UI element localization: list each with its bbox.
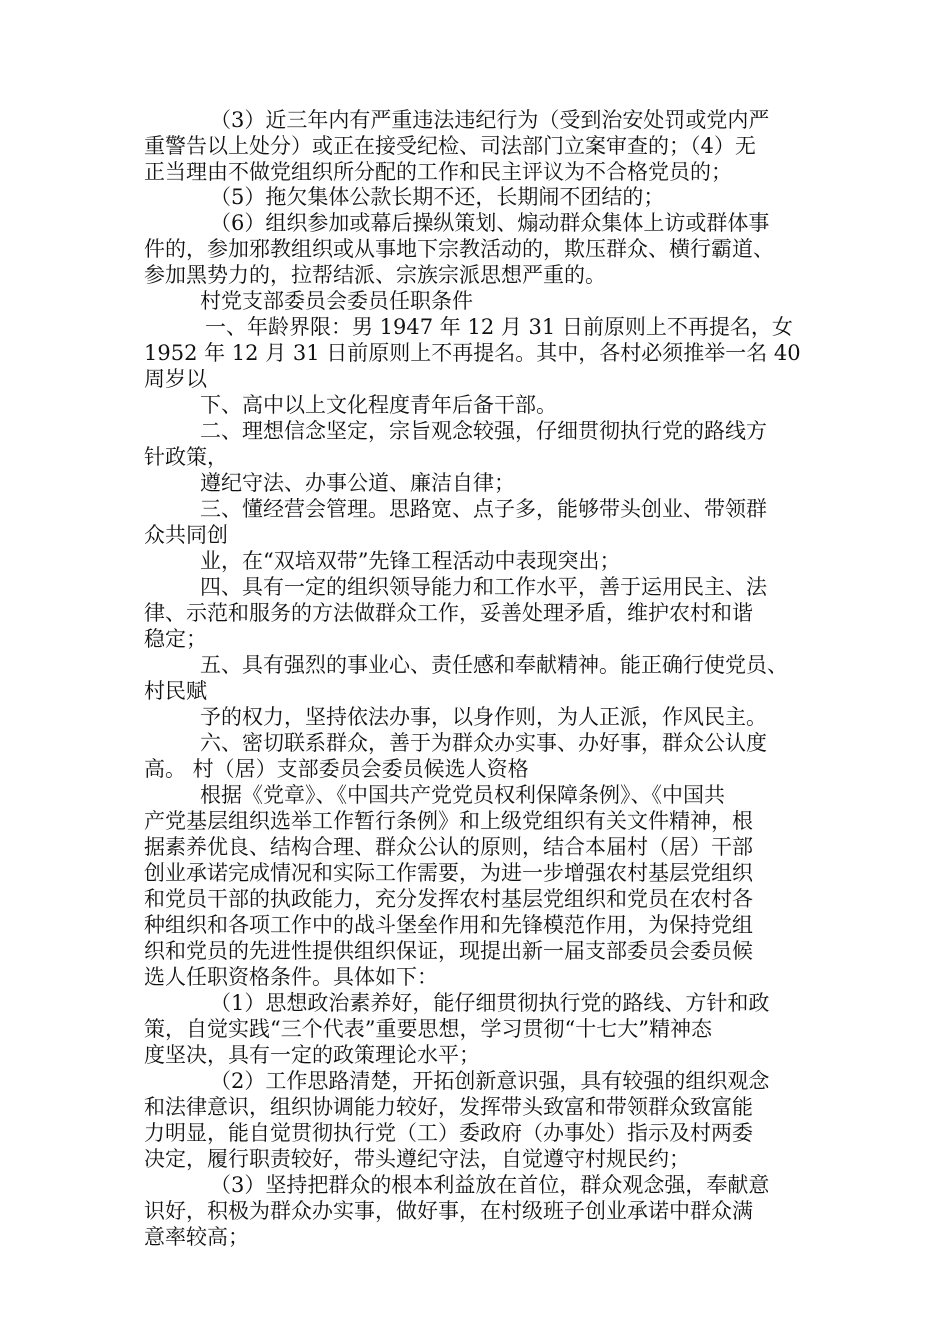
text-line: 选人任职资格条件。具体如下： [144, 965, 438, 989]
text-line: 种组织和各项工作中的战斗堡垒作用和先锋模范作用，为保持党组 [144, 913, 753, 937]
text-line: 和法律意识，组织协调能力较好，发挥带头致富和带领群众致富能 [144, 1095, 753, 1119]
text-line: 业，在“双培双带”先锋工程活动中表现突出； [200, 549, 621, 573]
text-line: 三、懂经营会管理。思路宽、点子多，能够带头创业、带领群 [200, 497, 767, 521]
text-line: （1）思想政治素养好，能仔细贯彻执行党的路线、方针和政 [210, 991, 770, 1015]
text-line: 创业承诺完成情况和实际工作需要，为进一步增强农村基层党组织 [144, 861, 753, 885]
text-line: 度坚决，具有一定的政策理论水平； [144, 1043, 480, 1067]
text-line: 1952 年 12 月 31 日前原则上不再提名。其中，各村必须推举一名 40 [144, 341, 801, 365]
text-line: 一、年龄界限：男 1947 年 12 月 31 日前原则上不再提名，女 [205, 315, 793, 339]
text-line: （2）工作思路清楚，开拓创新意识强，具有较强的组织观念 [210, 1069, 770, 1093]
text-line: 稳定； [144, 627, 207, 651]
text-line: 力明显，能自觉贯彻执行党（工）委政府（办事处）指示及村两委 [144, 1121, 753, 1145]
text-line: 产党基层组织选举工作暂行条例》和上级党组织有关文件精神，根 [144, 809, 753, 833]
text-line: 下、高中以上文化程度青年后备干部。 [200, 393, 557, 417]
text-line: 针政策， [144, 445, 228, 469]
text-line: 律、示范和服务的方法做群众工作，妥善处理矛盾，维护农村和谐 [144, 601, 753, 625]
section-heading: 村党支部委员会委员任职条件 [200, 289, 473, 313]
text-line: 遵纪守法、办事公道、廉洁自律； [200, 471, 515, 495]
text-line: 和党员干部的执政能力，充分发挥农村基层党组织和党员在农村各 [144, 887, 753, 911]
text-line: 周岁以 [144, 367, 207, 391]
text-line: 高。 村（居）支部委员会委员候选人资格 [144, 757, 529, 781]
text-line: 件的，参加邪教组织或从事地下宗教活动的，欺压群众、横行霸道、 [144, 237, 774, 261]
text-line: 五、具有强烈的事业心、责任感和奉献精神。能正确行使党员、 [200, 653, 788, 677]
text-line: 众共同创 [144, 523, 228, 547]
text-line: 意率较高； [144, 1225, 249, 1249]
text-line: （3）坚持把群众的根本利益放在首位，群众观念强，奉献意 [210, 1173, 770, 1197]
text-line: 四、具有一定的组织领导能力和工作水平，善于运用民主、法 [200, 575, 767, 599]
text-line: 织和党员的先进性提供组织保证，现提出新一届支部委员会委员候 [144, 939, 753, 963]
text-line: 正当理由不做党组织所分配的工作和民主评议为不合格党员的； [144, 160, 732, 184]
text-line: 重警告以上处分）或正在接受纪检、司法部门立案审查的；（4）无 [144, 134, 756, 158]
text-line: （3）近三年内有严重违法违纪行为（受到治安处罚或党内严 [210, 108, 770, 132]
text-line: （6）组织参加或幕后操纵策划、煽动群众集体上访或群体事 [210, 211, 770, 235]
text-line: 予的权力，坚持依法办事，以身作则，为人正派，作风民主。 [200, 705, 767, 729]
text-line: 六、密切联系群众，善于为群众办实事、办好事，群众公认度 [200, 731, 767, 755]
text-line: 村民赋 [144, 679, 207, 703]
text-line: 决定，履行职责较好，带头遵纪守法，自觉遵守村规民约； [144, 1147, 690, 1171]
text-line: 据素养优良、结构合理、群众公认的原则，结合本届村（居）干部 [144, 835, 753, 859]
text-line: 二、理想信念坚定，宗旨观念较强，仔细贯彻执行党的路线方 [200, 419, 767, 443]
text-line: 参加黑势力的，拉帮结派、宗族宗派思想严重的。 [144, 263, 606, 287]
text-line: （5）拖欠集体公款长期不还，长期闹不团结的； [210, 185, 665, 209]
text-line: 策，自觉实践“三个代表”重要思想，学习贯彻“十七大”精神态 [144, 1017, 712, 1041]
text-line: 根据《党章》、《中国共产党党员权利保障条例》、《中国共 [200, 783, 725, 807]
text-line: 识好，积极为群众办实事，做好事，在村级班子创业承诺中群众满 [144, 1199, 753, 1223]
